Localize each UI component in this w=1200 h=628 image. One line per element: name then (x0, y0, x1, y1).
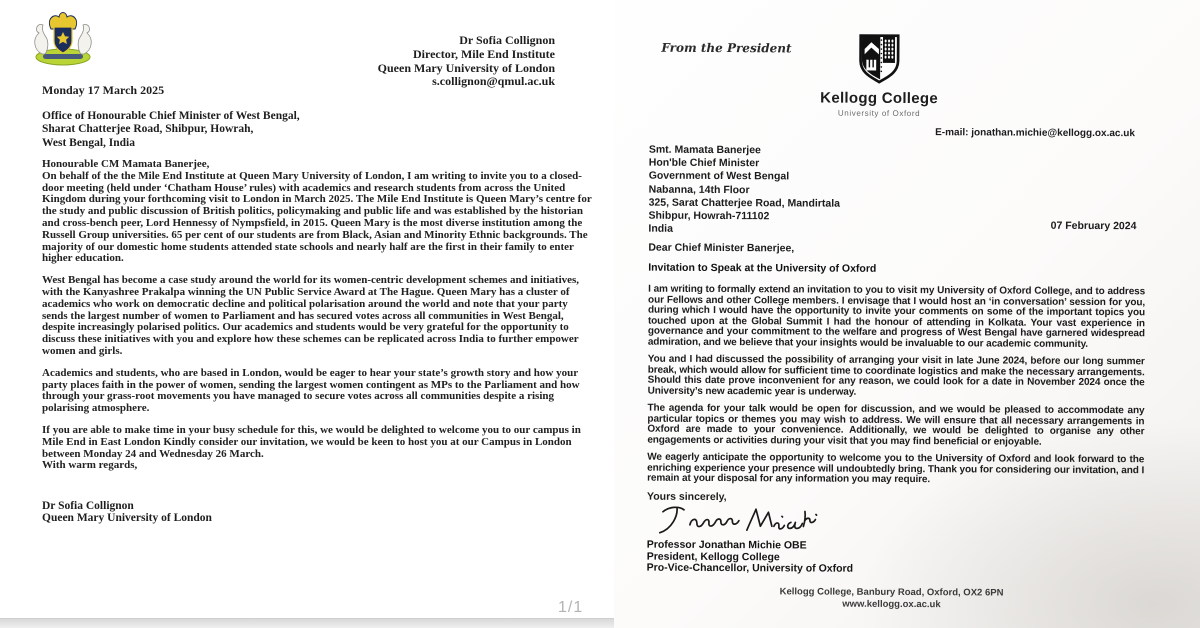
body-paragraph: On behalf of the the Mile End Institute at Queen Mary University of London, I am writing to invite you to a closed-door meeting (held under ‘Chatham House’ rules) with academics and research students from across the United Kingdom during your forthcoming visit to London in March 2025. The Mile End Institute is Queen Mary’s centre for the study and public discussion of British politics, policymaking and public life and was established by the historian and cross-bench peer, Lord Hennessy of Nympsfield, in 2015. Queen Mary is the most diverse institution among the Russell Group universities. 65 per cent of our students are from Black, Asian and Minority Ethnic backgrounds. The majority of our domestic home students attended state schools and nearly half are the first in their family to enter higher education. (42, 169, 592, 265)
recipient-line: Shibpur, Howrah-711102 (648, 209, 770, 223)
body-paragraph: You and I had discussed the possibility of arranging your visit in late June 2024, before our long summer break, which would allow for sufficient time to coordinate logistics and make the necessary arrangements. Should this date prove inconvenient for any reason, we could look for a date in November 2024 once the University’s new academic year is underway. (647, 353, 1145, 398)
signature-line: Queen Mary University of London (42, 512, 212, 524)
recipient-block (42, 110, 300, 150)
college-name: Kellogg College (820, 89, 939, 108)
page-indicator: 1/1 (558, 599, 584, 616)
salutation: Dear Chief Minister Banerjee, (648, 241, 795, 255)
body-paragraph: We eagerly anticipate the opportunity to welcome you to the University of Oxford and look forward to the enriching experience your presence will undoubtedly bring. Thank you for considering our invitation, and I remain at your disposal for any information you may require. (647, 451, 1145, 486)
body-paragraph: If you are able to make time in your busy schedule for this, we would be delighted to welcome you to our campus in Mile End in East London Kindly consider our invitation, we would be keen to host you at our Campus in London between Monday 24 and Wednesday 26 March. (42, 423, 581, 460)
sender-org: Queen Mary University of London (377, 60, 555, 75)
recipient-line: Government of West Bengal (648, 170, 790, 183)
letter-body (42, 159, 595, 472)
queen-mary-crest-icon (30, 10, 96, 68)
sender-name: Dr Sofia Collignon (459, 33, 555, 47)
signatory-line: President, Kellogg College (646, 550, 780, 563)
closing: Yours sincerely, (647, 490, 727, 504)
signatory-line: Professor Jonathan Michie OBE (646, 538, 807, 552)
body-paragraph: The agenda for your talk would be open for discussion, and we would be pleased to accommodate any particular topics or themes you may wish to address. We will ensure that all necessary arrangements in Oxford are made to your convenience. Additionally, we would be delighted to organise any other engagements or activities during your visit that you may find beneficial or enjoyable. (647, 402, 1145, 448)
page-edge-bar (0, 618, 616, 628)
signatory-block (647, 540, 854, 576)
recipient-line: West Bengal, India (42, 136, 135, 149)
kellogg-logo-block (649, 33, 1109, 119)
signatory-line: Pro-Vice-Chancellor, University of Oxford (646, 561, 854, 575)
kellogg-college-shield-icon (857, 34, 901, 84)
subject-line: Invitation to Speak at the University of Oxford (648, 261, 877, 275)
letter-footer (646, 586, 1136, 613)
recipient-line: Sharat Chatterjee Road, Shibpur, Howrah, (42, 123, 254, 136)
body-paragraph: West Bengal has become a case study around the world for its women-centric development schemes and initiatives, with the Kanyashree Prakalpa winning the UN Public Service Award at The Hague. Queen Mary has a cluster of academics who work on democratic decline and political polarisation around the world and note that your party sends the largest number of women to Parliament and has secured votes across all communities in West Bengal, despite increasingly polarised politics. Our academics and students would be very grateful for the opportunity to discuss these initiatives with you and explore how these schemes can be replicated across India to further empower women and girls. (42, 274, 580, 357)
footer-address: Kellogg College, Banbury Road, Oxford, OX2 6PN (779, 586, 1004, 599)
handwritten-signature-jonathan-michie (655, 502, 825, 539)
university-name: University of Oxford (837, 108, 921, 119)
recipient-block (648, 144, 840, 237)
salutation: Honourable CM Mamata Banerjee, (42, 158, 210, 170)
letter-date: 07 February 2024 (1050, 219, 1137, 233)
body-paragraph: Academics and students, who are based in London, would be eager to hear your state’s growth story and how your party places faith in the power of women, sending the largest women contingent as MPs to the Parliament and how through your grass-root movements you have managed to secure votes across all communities despite a rising polarising atmosphere. (42, 366, 580, 415)
recipient-line: Office of Honourable Chief Minister of West Bengal, (42, 110, 300, 122)
from-the-president-tagline: From the President (661, 40, 792, 56)
recipient-line: Nabanna, 14th Floor (648, 183, 750, 196)
footer-website: www.kellogg.ox.ac.uk (842, 598, 941, 611)
signature-line: Dr Sofia Collignon (42, 500, 134, 512)
recipient-line: Smt. Mamata Banerjee (648, 143, 761, 157)
letter-date: Monday 17 March 2025 (42, 83, 165, 97)
recipient-line: 325, Sarat Chatterjee Road, Mandirtala (648, 196, 841, 210)
recipient-line: Hon'ble Chief Minister (648, 156, 760, 170)
letter-body (647, 285, 1145, 494)
signature-block (42, 500, 212, 524)
sender-role: Director, Mile End Institute (413, 46, 555, 61)
sender-email: s.collignon@qmul.ac.uk (432, 74, 555, 89)
kellogg-letter-page (614, 0, 1200, 628)
sender-block (378, 34, 555, 89)
president-email: E-mail: jonathan.michie@kellogg.ox.ac.uk (935, 127, 1135, 140)
closing: With warm regards, (42, 459, 138, 472)
recipient-line: India (648, 222, 673, 235)
body-paragraph: I am writing to formally extend an invitation to you to visit my University of Oxford College, and to address our Fellows and other College members. I envisage that I would host an ‘in conversation’ session for you, during which I would have the opportunity to invite your comments on some of the important topics you touched upon at the Global Summit I had the honour of attending in Kolkata. Your vast experience in governance and your commitment to the welfare and progress of West Bengal have garnered widespread admiration, and we believe that your insights would be invaluable to our academic community. (647, 283, 1146, 350)
